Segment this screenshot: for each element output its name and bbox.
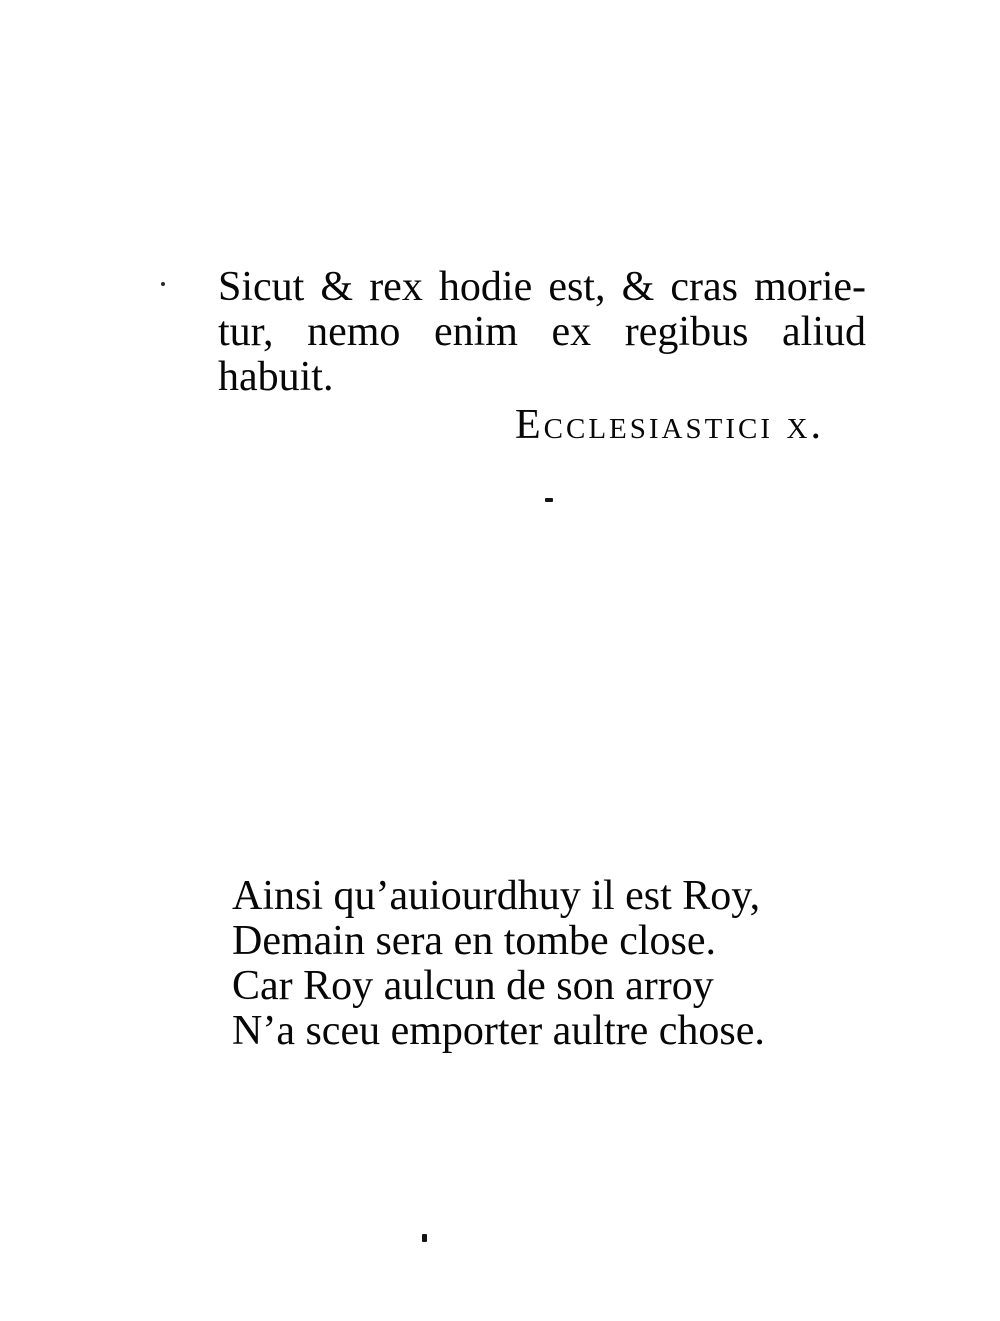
latin-line-1: Sicut & rex hodie est, & cras morie- xyxy=(218,264,866,310)
french-epigraph xyxy=(232,874,765,1054)
french-line-1: Ainsi qu’auiourdhuy il est Roy, xyxy=(232,873,761,919)
latin-line-3: habuit. xyxy=(218,354,334,400)
latin-attribution: Ecclesiastici x. xyxy=(515,402,824,448)
french-line-4: N’a sceu emporter aultre chose. xyxy=(232,1008,765,1054)
french-line-3: Car Roy aulcun de son arroy xyxy=(232,963,714,1009)
french-line-2: Demain sera en tombe close. xyxy=(232,918,716,964)
ink-speck xyxy=(545,498,553,502)
ink-speck xyxy=(422,1234,427,1242)
latin-epigraph xyxy=(218,265,866,448)
latin-line-2: tur, nemo enim ex regibus aliud xyxy=(218,309,866,355)
ink-speck xyxy=(161,282,165,286)
